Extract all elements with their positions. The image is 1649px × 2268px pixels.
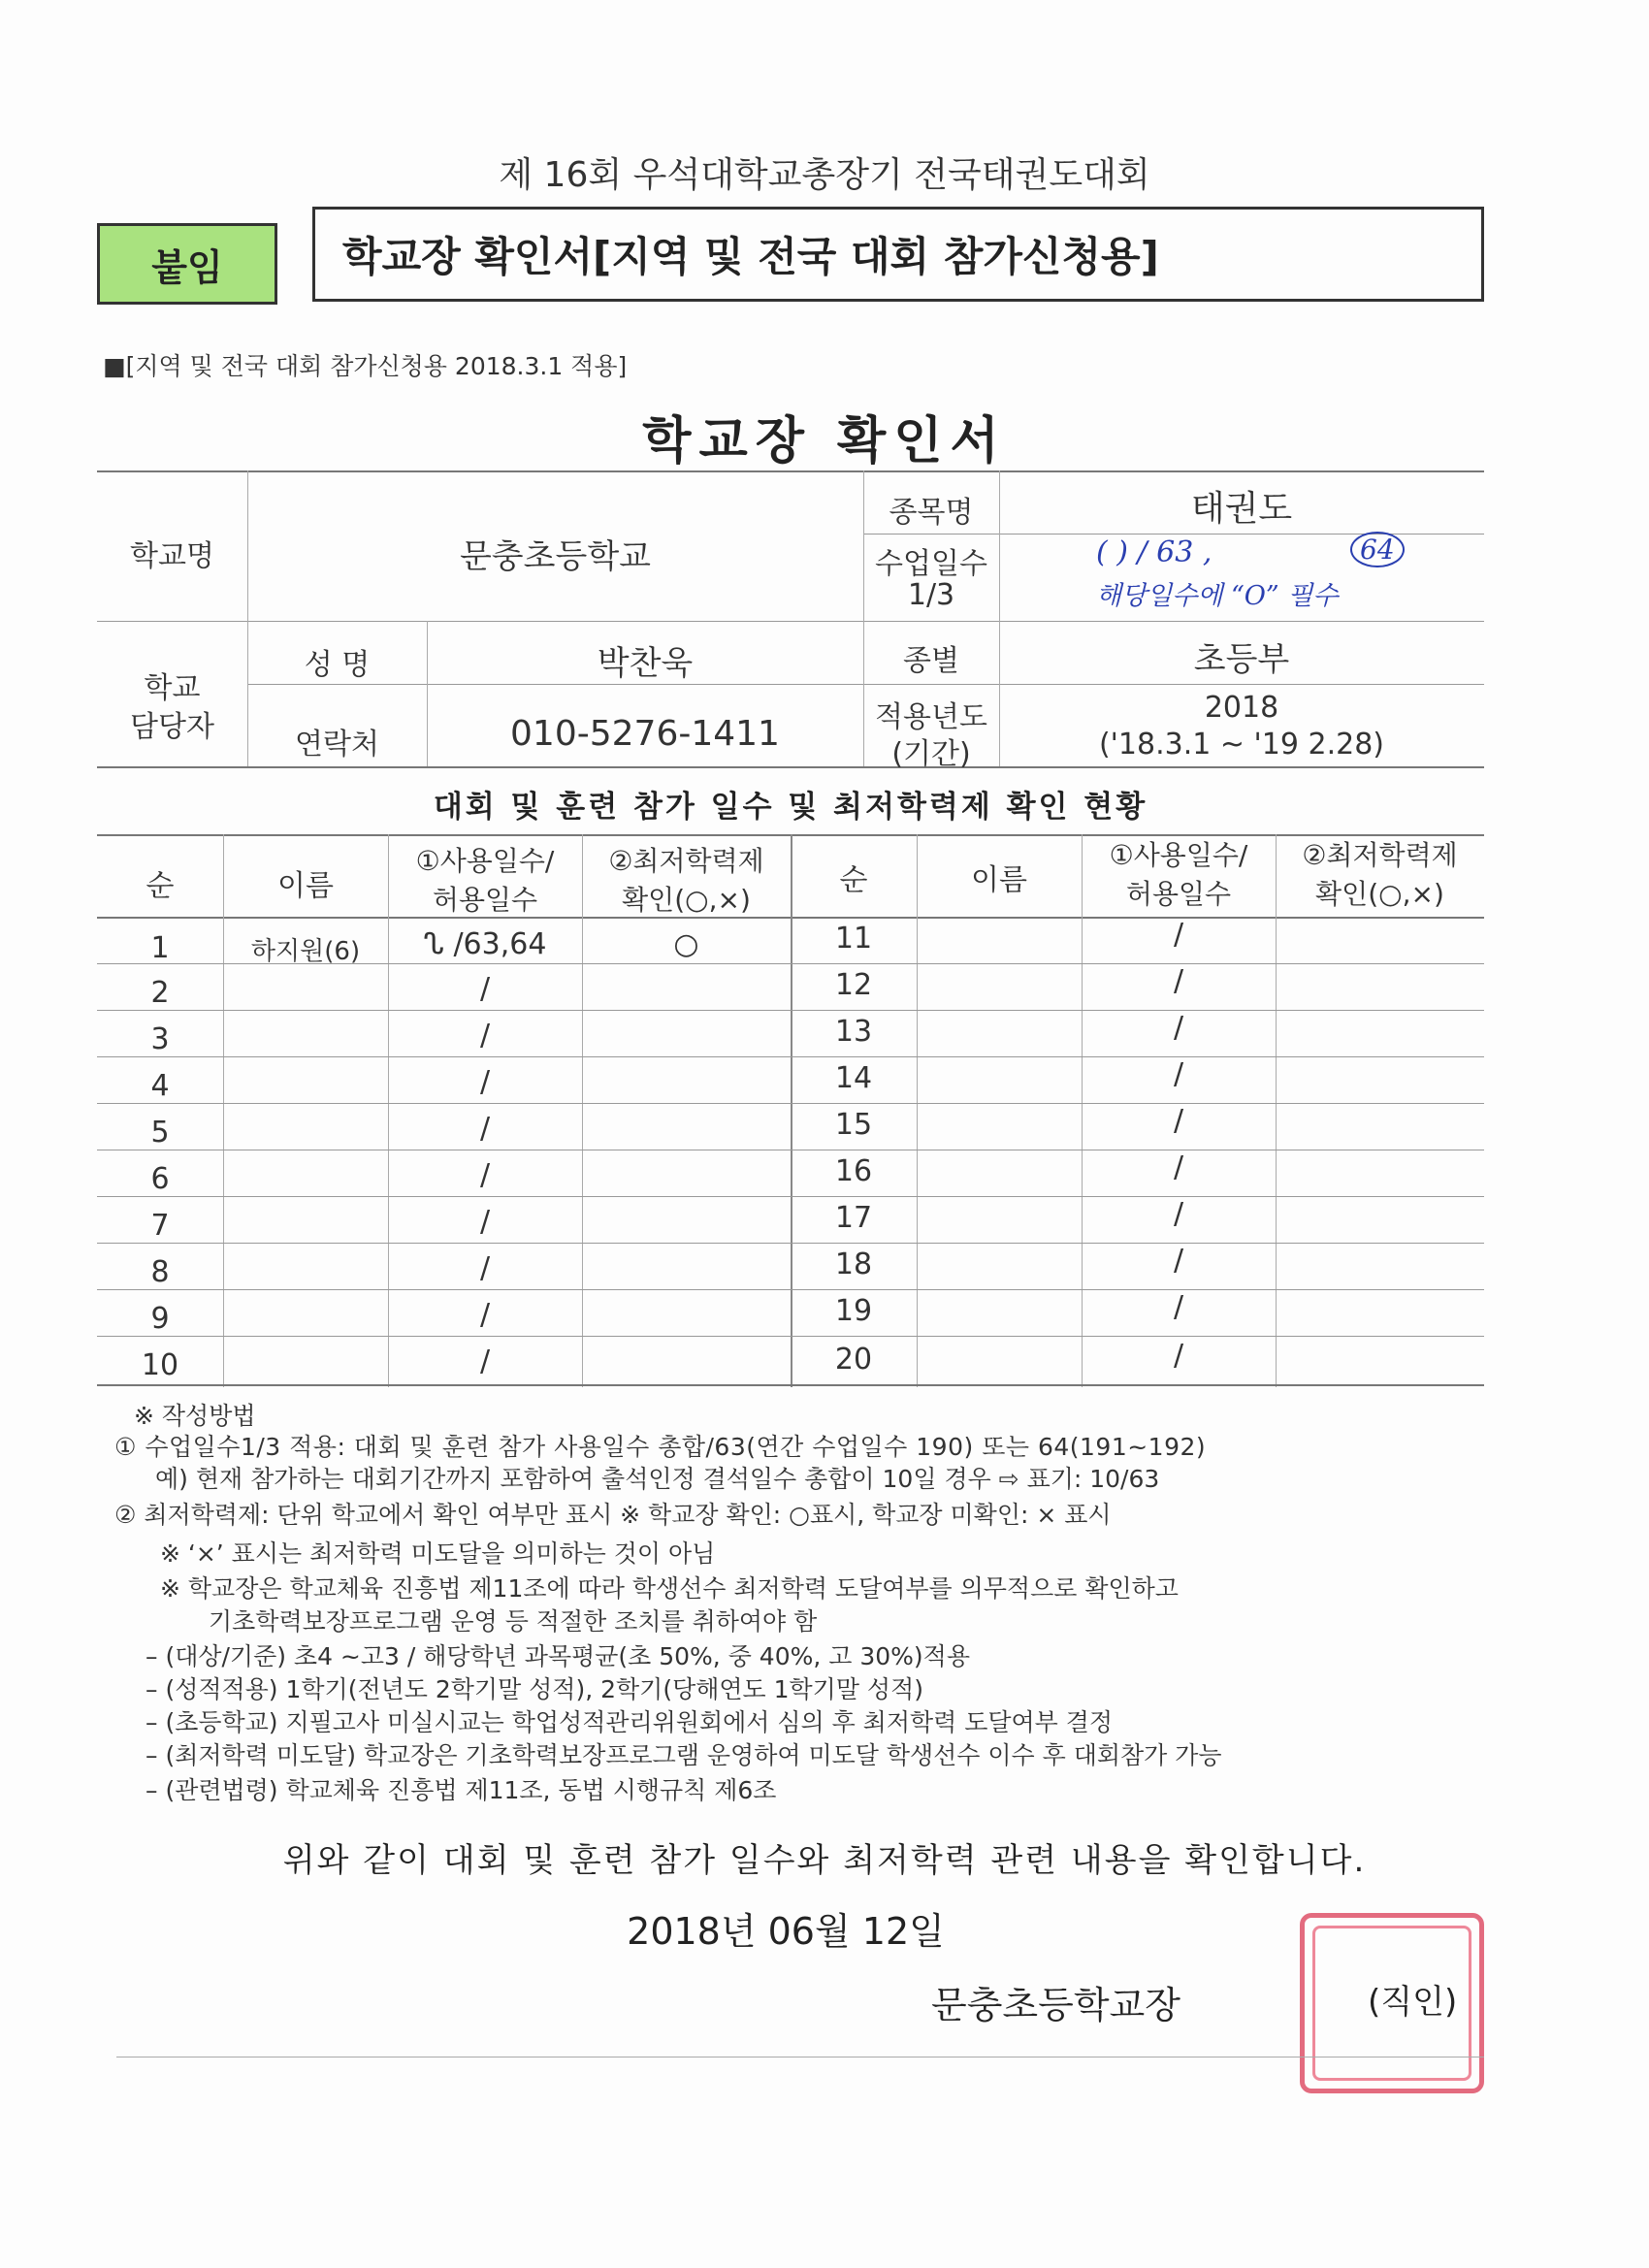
principal-title: 문충초등학교장 bbox=[931, 1984, 1180, 2026]
row-days: / bbox=[1173, 1244, 1184, 1278]
col-days-header-right: ①사용일수/ bbox=[1109, 839, 1248, 871]
row-rule bbox=[97, 1289, 1484, 1290]
class-days-label: 수업일수 bbox=[875, 547, 987, 581]
col-min-header: ②최저학력제 bbox=[608, 845, 764, 877]
row-no: 13 bbox=[834, 1015, 873, 1049]
row-days: / bbox=[1173, 1150, 1184, 1184]
division-label: 종별 bbox=[903, 644, 959, 678]
col-min-header-right-2: 확인(○,×) bbox=[1315, 878, 1444, 910]
row-days: / bbox=[479, 1065, 491, 1099]
class-days-fraction: 1/3 bbox=[907, 578, 955, 612]
row-days: / bbox=[1173, 1104, 1184, 1138]
row-no: 16 bbox=[834, 1154, 873, 1188]
row-rule bbox=[97, 1056, 1484, 1057]
col-days-header-2: 허용일수 bbox=[432, 884, 538, 916]
division-value: 초등부 bbox=[1193, 640, 1290, 679]
row-days: / bbox=[479, 1158, 491, 1192]
class-days-note: 해당일수에 “O” 필수 bbox=[1096, 581, 1339, 611]
row-days: / bbox=[479, 972, 491, 1006]
instruction-line: 기초학력보장프로그램 운영 등 적절한 조치를 취하여야 함 bbox=[209, 1607, 818, 1636]
info-rule bbox=[97, 766, 1484, 768]
row-no: 8 bbox=[150, 1255, 170, 1289]
instruction-line: ※ ‘×’ 표시는 최저학력 미도달을 의미하는 것이 아님 bbox=[160, 1539, 716, 1568]
row-days: / bbox=[479, 1205, 491, 1239]
instruction-line: – (관련법령) 학교체육 진흥법 제11조, 동법 시행규칙 제6조 bbox=[146, 1776, 777, 1804]
row-no: 7 bbox=[150, 1209, 170, 1243]
row-no: 9 bbox=[150, 1302, 170, 1336]
form-heading: 학교장 확인서[지역 및 전국 대회 참가신청용] bbox=[312, 207, 1484, 302]
grid-divider bbox=[582, 834, 583, 1387]
row-days: / bbox=[1173, 918, 1184, 952]
instruction-line: 예) 현재 참가하는 대회기간까지 포함하여 출석인정 결석일수 총합이 10일 경우 ⇨ 표기: 10/63 bbox=[155, 1465, 1160, 1493]
row-days: / bbox=[479, 1112, 491, 1146]
col-min-header-right: ②최저학력제 bbox=[1302, 839, 1458, 871]
instruction-line: – (초등학교) 지필고사 미실시교는 학업성적관리위원회에서 심의 후 최저학력 도달여부 결정 bbox=[146, 1708, 1114, 1736]
confirmation-statement: 위와 같이 대회 및 훈련 참가 일수와 최저학력 관련 내용을 확인합니다. bbox=[282, 1841, 1367, 1880]
sport-value: 태권도 bbox=[1190, 489, 1293, 529]
row-no: 1 bbox=[150, 931, 170, 965]
row-days: / bbox=[1173, 1197, 1184, 1231]
class-days-value: ( ) / 63 , bbox=[1096, 535, 1212, 569]
row-no: 4 bbox=[150, 1069, 170, 1103]
instruction-line: ② 최저학력제: 단위 학교에서 확인 여부만 표시 ※ 학교장 확인: ○표시, 학교장 미확인: × 표시 bbox=[114, 1501, 1112, 1529]
row-days: / bbox=[1173, 1290, 1184, 1324]
class-days-circled: 64 bbox=[1350, 532, 1405, 567]
row-no: 5 bbox=[150, 1116, 170, 1150]
instruction-line: ※ 학교장은 학교체육 진흥법 제11조에 따라 학생선수 최저학력 도달여부를 의무적으로 확인하고 bbox=[160, 1574, 1179, 1603]
row-rule bbox=[97, 1336, 1484, 1337]
row-no: 19 bbox=[834, 1294, 873, 1328]
col-days-header-right-2: 허용일수 bbox=[1125, 878, 1232, 910]
col-days-header: ①사용일수/ bbox=[415, 845, 555, 877]
school-name: 문충초등학교 bbox=[459, 537, 652, 576]
row-days: / bbox=[1173, 1011, 1184, 1045]
contact-value: 010-5276-1411 bbox=[510, 714, 780, 754]
col-no-header: 순 bbox=[146, 869, 175, 903]
col-name-header-right: 이름 bbox=[971, 863, 1027, 897]
info-top-rule bbox=[97, 470, 1484, 472]
grid-divider bbox=[917, 834, 918, 1387]
event-title: 제 16회 우석대학교총장기 전국태권도대회 bbox=[499, 155, 1150, 195]
row-no: 14 bbox=[834, 1061, 873, 1095]
row-no: 3 bbox=[150, 1022, 170, 1056]
row-days: / bbox=[1173, 1339, 1184, 1373]
year-value: 2018 bbox=[1204, 691, 1279, 725]
row-days: / bbox=[479, 1019, 491, 1053]
manager-label-2: 담당자 bbox=[130, 710, 214, 744]
grid-divider bbox=[223, 834, 224, 1387]
row-rule bbox=[97, 1196, 1484, 1197]
row-rule bbox=[97, 1103, 1484, 1104]
instruction-line: – (성적적용) 1학기(전년도 2학기말 성적), 2학기(당해연도 1학기말 성적) bbox=[146, 1675, 923, 1703]
row-days: / bbox=[479, 1251, 491, 1285]
applicability-note: ■[지역 및 전국 대회 참가신청용 2018.3.1 적용] bbox=[103, 352, 628, 380]
seal-label: (직인) bbox=[1368, 1983, 1458, 2022]
row-no: 10 bbox=[141, 1348, 179, 1382]
grid-divider bbox=[1276, 834, 1277, 1387]
row-days: / bbox=[1173, 964, 1184, 998]
row-check: ○ bbox=[673, 927, 699, 961]
row-name: 하지원(6) bbox=[250, 937, 361, 966]
document-title: 학교장 확인서 bbox=[642, 412, 1007, 470]
col-no-header-right: 순 bbox=[839, 863, 868, 897]
row-no: 20 bbox=[834, 1343, 873, 1377]
row-no: 2 bbox=[150, 976, 170, 1010]
sport-label: 종목명 bbox=[889, 496, 974, 530]
row-days: / bbox=[1173, 1057, 1184, 1091]
col-min-header-2: 확인(○,×) bbox=[622, 884, 751, 916]
year-label-2: (기간) bbox=[891, 737, 971, 771]
status-bottom-rule bbox=[97, 1384, 1484, 1386]
row-no: 11 bbox=[834, 922, 873, 956]
instructions-title: ※ 작성방법 bbox=[134, 1402, 256, 1430]
year-label: 적용년도 bbox=[875, 700, 987, 734]
contact-label: 연락처 bbox=[295, 728, 379, 761]
instruction-line: – (대상/기준) 초4 ~고3 / 해당학년 과목평균(초 50%, 중 40%, 고 30%)적용 bbox=[146, 1642, 970, 1670]
school-name-label: 학교명 bbox=[130, 539, 214, 573]
name-label: 성 명 bbox=[304, 648, 371, 682]
instruction-line: ① 수업일수1/3 적용: 대회 및 훈련 참가 사용일수 총합/63(연간 수업일수 190) 또는 64(191~192) bbox=[114, 1433, 1207, 1461]
row-rule bbox=[97, 1010, 1484, 1011]
row-no: 18 bbox=[834, 1247, 873, 1281]
row-days: ᔐ /63,64 bbox=[423, 927, 547, 961]
row-rule bbox=[97, 1243, 1484, 1244]
issue-date: 2018년 06월 12일 bbox=[627, 1910, 945, 1953]
instruction-line: – (최저학력 미도달) 학교장은 기초학력보장프로그램 운영하여 미도달 학생선수 이수 후 대회참가 가능 bbox=[146, 1741, 1222, 1769]
status-title: 대회 및 훈련 참가 일수 및 최저학력제 확인 현황 bbox=[433, 790, 1148, 825]
col-name-header: 이름 bbox=[277, 869, 334, 903]
row-no: 6 bbox=[150, 1162, 170, 1196]
manager-name: 박찬욱 bbox=[597, 644, 694, 683]
row-no: 17 bbox=[834, 1201, 873, 1235]
period-value: ('18.3.1 ~ '19 2.28) bbox=[1098, 728, 1385, 761]
info-rule bbox=[97, 621, 1484, 622]
row-no: 15 bbox=[834, 1108, 873, 1142]
info-rule bbox=[247, 684, 1484, 685]
row-days: / bbox=[479, 1345, 491, 1378]
manager-label: 학교 bbox=[144, 671, 201, 705]
attachment-label: 붙임 bbox=[97, 223, 277, 305]
row-no: 12 bbox=[834, 968, 873, 1002]
row-days: / bbox=[479, 1298, 491, 1332]
